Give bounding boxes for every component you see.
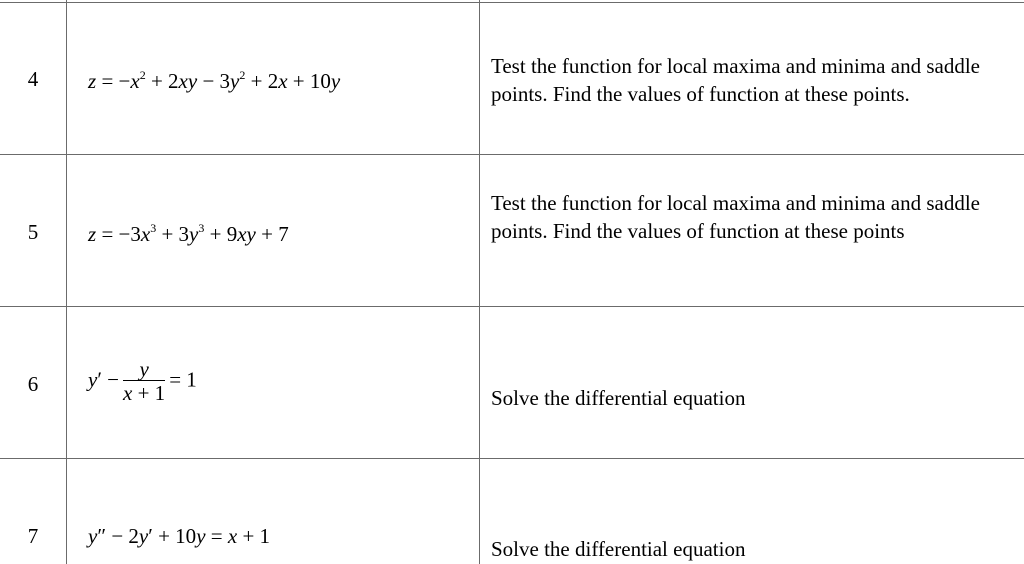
column-divider-right (479, 0, 480, 564)
column-divider-left (66, 0, 67, 564)
row-number: 5 (27, 220, 39, 244)
row-divider-top (0, 2, 1024, 3)
task-description: Solve the differential equation (491, 537, 746, 561)
row-divider (0, 154, 1024, 155)
row-number: 6 (27, 372, 39, 396)
row-divider (0, 458, 1024, 459)
task-description: Solve the differential equation (491, 386, 746, 410)
row-number: 4 (27, 67, 39, 91)
task-description: Test the function for local maxima and minima and saddle points. Find the values of function at these points. (491, 54, 980, 106)
task-description: Test the function for local maxima and minima and saddle points. Find the values of function at these points (491, 191, 980, 243)
equation-row-6: y′ − $\frac{y}{x + 1}$ = 1 (88, 357, 197, 405)
equation-row-7: y″ − 2y′ + 10y = x + 1 (88, 524, 271, 548)
equation-row-5: $z = -3x^3 + 3y^3 + 9xy + 7$ (88, 221, 289, 246)
equation-row-4: $z = -x^2 + 2xy - 3y^2 + 2x + 10y$ (88, 68, 341, 93)
fraction: $\frac{y}{x + 1}$ (123, 357, 166, 405)
row-divider (0, 306, 1024, 307)
row-number: 7 (27, 524, 39, 548)
